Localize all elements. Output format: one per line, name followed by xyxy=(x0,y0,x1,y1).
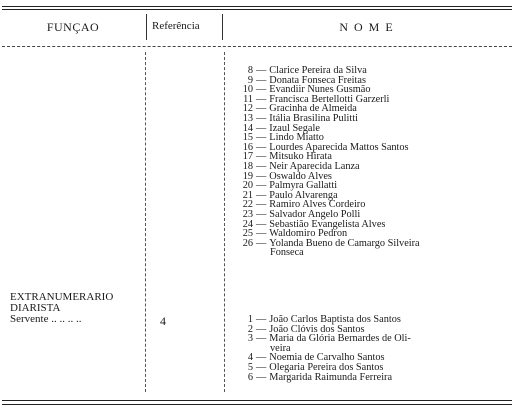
header-nome: NOME xyxy=(339,20,399,34)
item-name: Izaul Segale xyxy=(269,122,320,134)
item-name: Oswaldo Alves xyxy=(269,170,332,182)
item-name: Lindo Miatto xyxy=(269,132,324,144)
item-number: 21 xyxy=(242,189,253,201)
item-name: Ramiro Alves Cordeiro xyxy=(269,199,366,211)
funcao-line-2: DIARISTA xyxy=(10,302,61,314)
item-number: 12 xyxy=(242,103,253,115)
item-dash: — xyxy=(256,361,267,373)
item-dash: — xyxy=(256,103,267,115)
item-number: 14 xyxy=(242,122,253,134)
item-name: Lourdes Aparecida Mattos Santos xyxy=(269,141,409,153)
item-dash: — xyxy=(256,189,267,201)
item-number: 3 xyxy=(247,333,253,345)
item-dash: — xyxy=(256,199,267,211)
item-number: 2 xyxy=(247,323,253,335)
item-dash: — xyxy=(256,228,267,240)
item-number: 20 xyxy=(242,180,253,192)
item-number: 24 xyxy=(242,218,253,230)
item-dash: — xyxy=(256,141,267,153)
funcao-line-3: Servente .. .. .. .. xyxy=(10,313,82,325)
item-dash: — xyxy=(256,122,267,134)
item-name: Noemia de Carvalho Santos xyxy=(269,352,385,364)
item-number: 13 xyxy=(242,112,253,124)
names-list-b xyxy=(228,315,513,382)
item-dash: — xyxy=(256,218,267,230)
item-name: Paulo Alvarenga xyxy=(269,189,338,201)
item-dash: — xyxy=(256,170,267,182)
item-number: 9 xyxy=(247,74,253,86)
item-name: Itália Brasilina Pulitti xyxy=(269,112,358,124)
item-dash: — xyxy=(256,84,267,96)
names-list-a xyxy=(228,66,513,258)
item-number: 10 xyxy=(242,84,253,96)
item-dash: — xyxy=(256,65,267,76)
item-name: Francisca Bertellotti Garzerli xyxy=(269,93,390,105)
header-funcao: FUNÇAO xyxy=(46,20,100,34)
item-number: 19 xyxy=(242,170,253,182)
item-dash: — xyxy=(256,132,267,144)
column-divider-funcao xyxy=(145,52,146,392)
item-dash: — xyxy=(256,314,267,325)
item-dash: — xyxy=(256,208,267,220)
item-dash: — xyxy=(256,93,267,105)
item-name: Gracinha de Almeida xyxy=(269,103,357,115)
item-number: 15 xyxy=(242,132,253,144)
item-number: 18 xyxy=(242,160,253,172)
referencia-value: 4 xyxy=(160,314,166,328)
item-dash: — xyxy=(256,74,267,86)
item-name: Evandiir Nunes Gusmão xyxy=(269,84,371,96)
bottom-rule xyxy=(2,400,512,401)
item-number: 16 xyxy=(242,141,253,153)
item-name: Salvador Angelo Polli xyxy=(269,208,361,220)
item-number: 22 xyxy=(242,199,253,211)
item-name: João Carlos Baptista dos Santos xyxy=(269,314,401,325)
list-item-continuation: veira xyxy=(270,342,291,354)
item-dash: — xyxy=(256,151,267,163)
bottom-rule-inner xyxy=(2,404,512,405)
item-number: 17 xyxy=(242,151,253,163)
header-divider xyxy=(2,46,512,47)
item-name: Donata Fonseca Freitas xyxy=(269,74,366,86)
funcao-block xyxy=(10,292,140,325)
item-name: Olegaria Pereira dos Santos xyxy=(269,361,384,373)
item-name: Clarice Pereira da Silva xyxy=(269,65,367,76)
list-item xyxy=(228,373,513,383)
item-dash: — xyxy=(256,160,267,172)
item-number: 23 xyxy=(242,208,253,220)
top-rule-inner xyxy=(2,9,512,10)
item-dash: — xyxy=(256,323,267,335)
item-name: Neir Aparecida Lanza xyxy=(269,160,360,172)
column-divider-header-1 xyxy=(146,14,147,40)
item-number: 26 xyxy=(242,237,253,249)
funcao-line-1: EXTRANUMERARIO xyxy=(10,291,114,303)
item-dash: — xyxy=(256,112,267,124)
top-rule xyxy=(2,6,512,7)
header-referencia: Referência xyxy=(152,20,200,32)
item-number: 5 xyxy=(247,361,253,373)
item-name: João Clóvis dos Santos xyxy=(269,323,365,335)
item-dash: — xyxy=(256,371,267,383)
item-name: Waldomiro Pedron xyxy=(269,228,348,240)
item-number: 6 xyxy=(247,371,253,383)
list-item-continuation: Fonseca xyxy=(270,247,304,259)
item-number: 4 xyxy=(247,352,253,364)
item-name: Sebastião Evangelista Alves xyxy=(269,218,386,230)
item-number: 8 xyxy=(247,65,253,76)
item-name: Yolanda Bueno de Camargo Silveira xyxy=(269,237,420,249)
item-dash: — xyxy=(256,180,267,192)
item-dash: — xyxy=(256,352,267,364)
item-name: Mitsuko Hirata xyxy=(269,151,332,163)
item-number: 1 xyxy=(247,314,253,325)
item-name: Palmyra Gallatti xyxy=(269,180,338,192)
item-dash: — xyxy=(256,333,267,345)
column-divider-header-2 xyxy=(222,14,223,40)
item-name: Margarida Raimunda Ferreira xyxy=(269,371,393,383)
item-name: Maria da Glória Bernardes de Oli- xyxy=(269,333,411,345)
item-dash: — xyxy=(256,237,267,249)
item-number: 25 xyxy=(242,228,253,240)
item-number: 11 xyxy=(243,93,253,105)
column-divider-referencia xyxy=(224,52,225,392)
